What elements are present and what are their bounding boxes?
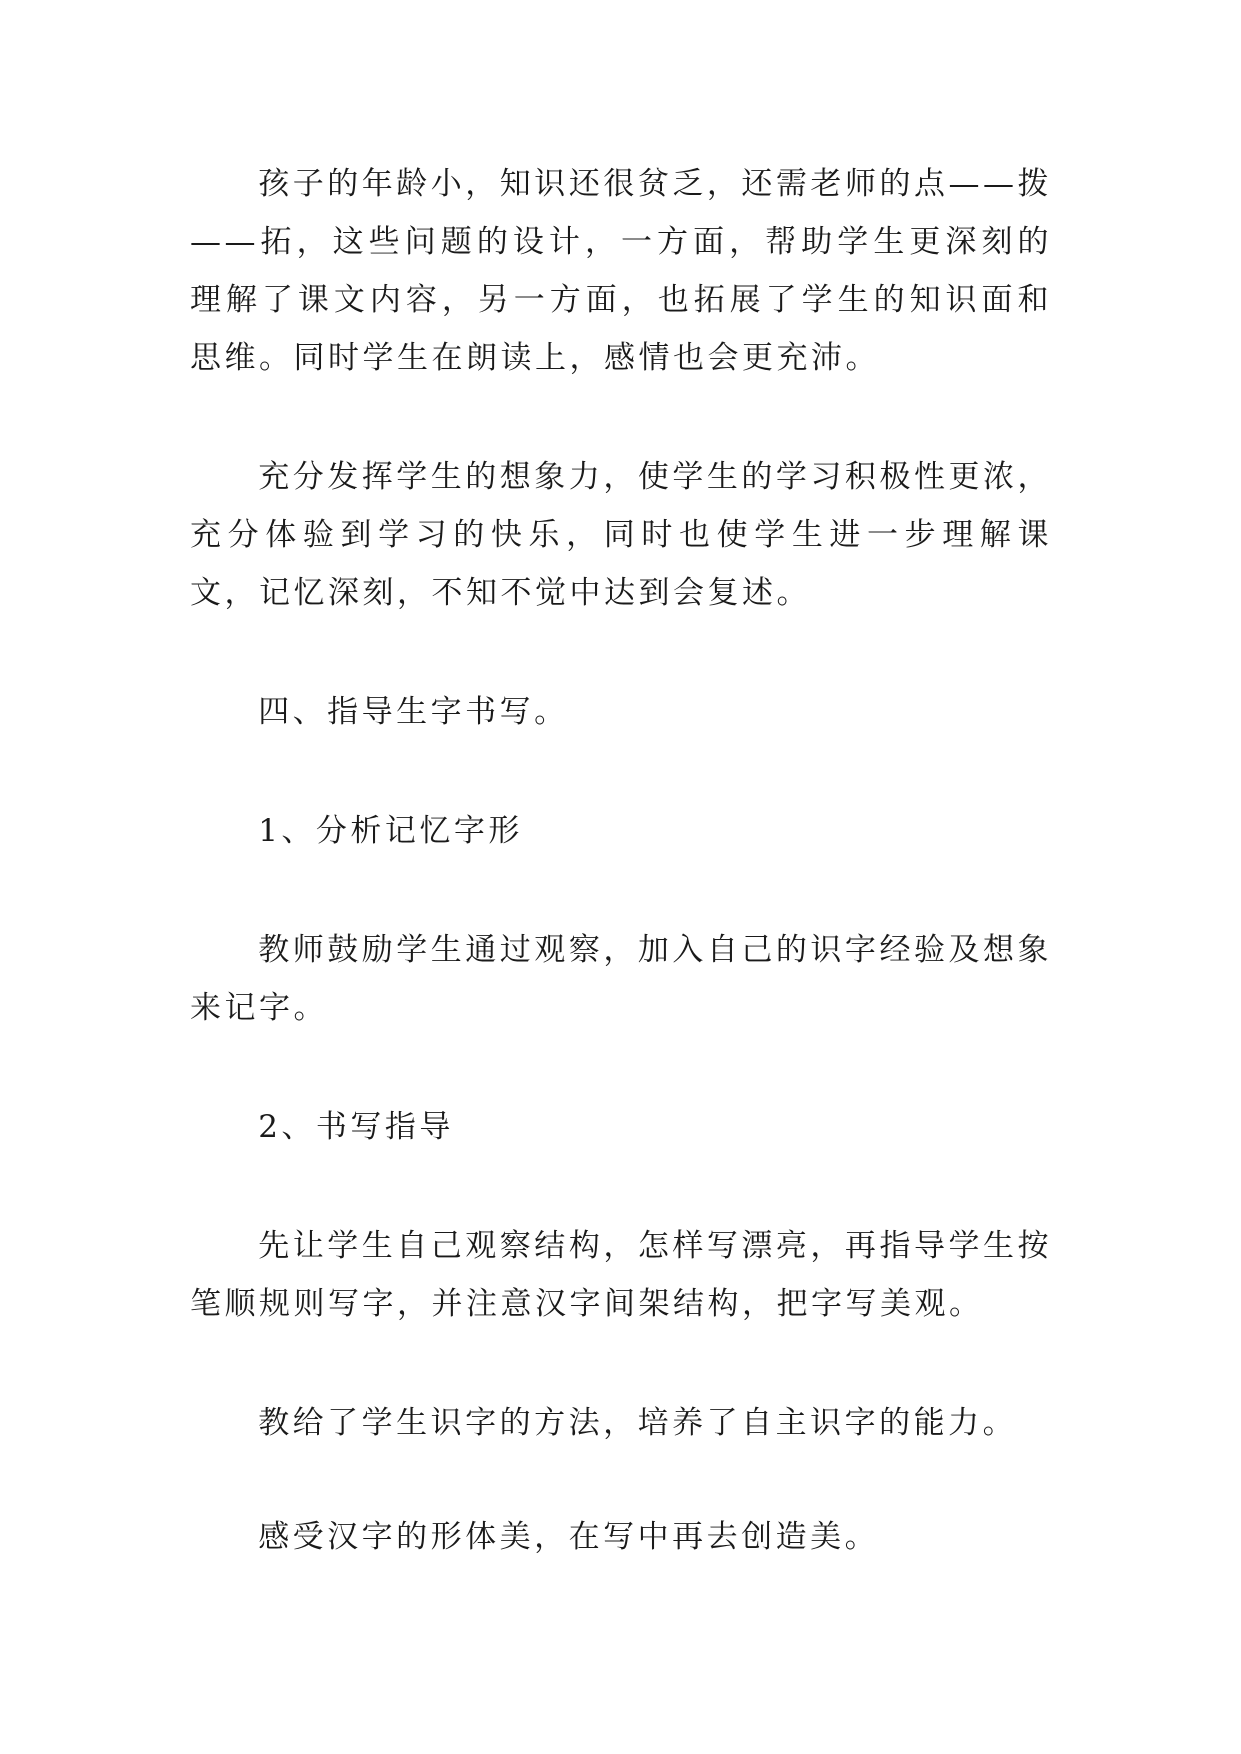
- paragraph-teacher-guidance: 孩子的年龄小，知识还很贫乏，还需老师的点——拨——拓，这些问题的设计，一方面，帮助学生更深刻的理解了课文内容，另一方面，也拓展了学生的知识面和思维。同时学生在朗读上，感情也会更充沛。: [190, 166, 1052, 376]
- paragraph-imagination: 充分发挥学生的想象力，使学生的学习积极性更浓，充分体验到学习的快乐，同时也使学生进一步理解课文，记忆深刻，不知不觉中达到会复述。: [190, 459, 1052, 611]
- paragraph-literacy-method: 教给了学生识字的方法，培养了自主识字的能力。: [258, 1405, 1018, 1441]
- paragraph-stroke-order: 先让学生自己观察结构，怎样写漂亮，再指导学生按笔顺规则写字，并注意汉字间架结构，把字写美观。: [190, 1228, 1052, 1322]
- subheading-analyze-shape: 1、分析记忆字形: [258, 813, 523, 849]
- paragraph-encourage-observation: 教师鼓励学生通过观察，加入自己的识字经验及想象来记字。: [190, 932, 1052, 1026]
- paragraph-character-beauty: 感受汉字的形体美，在写中再去创造美。: [258, 1519, 880, 1555]
- document-page: [190, 155, 1052, 1627]
- section-heading-writing: 四、指导生字书写。: [258, 694, 569, 730]
- subheading-writing-guidance: 2、书写指导: [258, 1109, 454, 1145]
